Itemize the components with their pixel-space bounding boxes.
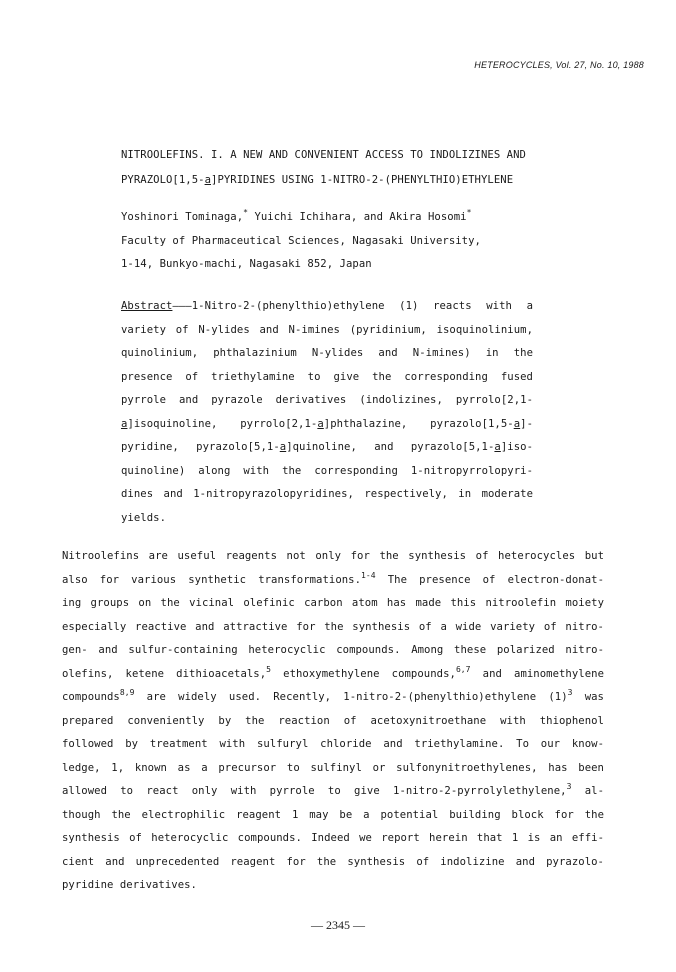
reference-superscript: 3 bbox=[566, 782, 572, 791]
italic-a: a bbox=[279, 441, 287, 453]
abstract-line: variety of N-ylides and N-imines (pyridinium, isoquinolinium, bbox=[121, 323, 533, 336]
abstract-text: ]- bbox=[520, 417, 534, 430]
abstract bbox=[121, 295, 533, 530]
body-text: was bbox=[572, 691, 604, 703]
body-line: Nitroolefins are useful reagents not only for the synthesis of heterocycles but bbox=[62, 550, 604, 562]
reference-superscript: 8,9 bbox=[119, 688, 135, 697]
reference-superscript: 3 bbox=[567, 688, 573, 697]
reference-superscript: 6,7 bbox=[455, 664, 471, 674]
body-line: followed by treatment with sulfuryl chloride and triethylamine. To our know- bbox=[62, 738, 604, 750]
italic-a: a bbox=[494, 441, 501, 453]
title-text: ]PYRIDINES USING 1-NITRO-2-(PHENYLTHIO)ETHYLENE bbox=[211, 174, 514, 186]
body-line bbox=[62, 569, 604, 593]
body-line: gen- and sulfur-containing heterocyclic compounds. Among these polarized nitro- bbox=[62, 644, 604, 656]
body-line bbox=[62, 780, 604, 804]
italic-a: a bbox=[317, 417, 324, 430]
body-text: are widely used. Recently, 1-nitro-2-(phenylthio)ethylene (1) bbox=[134, 691, 568, 703]
body-line bbox=[62, 686, 604, 710]
abstract-line bbox=[121, 413, 533, 437]
body-paragraph bbox=[62, 545, 604, 898]
abstract-text: ]phthalazine, pyrazolo[1,5- bbox=[323, 417, 514, 430]
abstract-text: ]quinoline, and pyrazolo[5,1- bbox=[286, 441, 495, 453]
abstract-text: ]iso- bbox=[500, 441, 533, 453]
body-text: compounds bbox=[62, 691, 120, 703]
title-line-1: NITROOLEFINS. I. A NEW AND CONVENIENT ACCESS TO INDOLIZINES AND bbox=[121, 149, 526, 161]
journal-header: HETEROCYCLES, Vol. 27, No. 10, 1988 bbox=[474, 60, 644, 70]
body-text: ethoxymethylene compounds, bbox=[271, 667, 456, 680]
author-name: Yoshinori Tominaga, bbox=[121, 211, 244, 223]
abstract-line: yields. bbox=[121, 511, 166, 524]
abstract-line: presence of triethylamine to give the corresponding fused bbox=[121, 370, 533, 383]
abstract-line: quinoline) along with the corresponding 1-nitropyrrolopyri- bbox=[121, 464, 533, 477]
affiliation-line-1: Faculty of Pharmaceutical Sciences, Nagasaki University, bbox=[121, 234, 481, 247]
body-text: al- bbox=[571, 785, 604, 797]
affiliation-line-2: 1-14, Bunkyo-machi, Nagasaki 852, Japan bbox=[121, 258, 372, 270]
body-text: allowed to react only with pyrrole to give 1-nitro-2-pyrrolylethylene, bbox=[62, 785, 567, 797]
body-line: especially reactive and attractive for the synthesis of a wide variety of nitro- bbox=[62, 620, 604, 633]
body-line: though the electrophilic reagent 1 may be a potential building block for the bbox=[62, 808, 604, 821]
body-text: also for various synthetic transformations. bbox=[62, 573, 362, 586]
abstract-text: pyridine, pyrazolo[5,1- bbox=[121, 441, 280, 453]
body-text: and aminomethylene bbox=[470, 667, 605, 680]
title-line-2 bbox=[121, 168, 526, 193]
abstract-text: 1-Nitro-2-(phenylthio)ethylene (1) reacts with a bbox=[191, 300, 533, 312]
author-names bbox=[121, 206, 481, 230]
body-text: The presence of electron-donat- bbox=[375, 573, 604, 586]
body-line: cient and unprecedented reagent for the synthesis of indolizine and pyrazolo- bbox=[62, 855, 604, 868]
abstract-line: pyrrole and pyrazole derivatives (indolizines, pyrrolo[2,1- bbox=[121, 394, 533, 406]
body-line: synthesis of heterocyclic compounds. Indeed we report herein that 1 is an effi- bbox=[62, 832, 604, 844]
italic-a: a bbox=[513, 417, 521, 430]
corresponding-mark: * bbox=[243, 208, 249, 217]
abstract-line: dines and 1-nitropyrazolopyridines, respectively, in moderate bbox=[121, 488, 533, 500]
reference-superscript: 5 bbox=[266, 664, 272, 674]
abstract-dash: ——— bbox=[172, 300, 192, 312]
reference-superscript: 1-4 bbox=[361, 570, 376, 580]
abstract-line: quinolinium, phthalazinium N-ylides and N-imines) in the bbox=[121, 347, 533, 359]
author-block bbox=[121, 206, 481, 277]
corresponding-mark: * bbox=[466, 208, 472, 217]
title-text: PYRAZOLO[1,5- bbox=[121, 174, 205, 186]
body-line: ledge, 1, known as a precursor to sulfinyl or sulfonynitroethylenes, has been bbox=[62, 761, 604, 774]
abstract-label: Abstract bbox=[121, 300, 173, 312]
article-title bbox=[121, 143, 526, 193]
title-italic-a: a bbox=[204, 174, 212, 186]
page-number: — 2345 — bbox=[311, 918, 365, 932]
abstract-line bbox=[121, 436, 533, 460]
body-line: prepared conveniently by the reaction of acetoxynitroethane with thiophenol bbox=[62, 714, 604, 727]
author-names-rest: Yuichi Ichihara, and Akira Hosomi bbox=[248, 211, 467, 223]
body-text: olefins, ketene dithioacetals, bbox=[62, 667, 267, 680]
abstract-text: ]isoquinoline, pyrrolo[2,1- bbox=[127, 417, 318, 430]
body-line: pyridine derivatives. bbox=[62, 879, 197, 891]
body-line bbox=[62, 663, 604, 687]
body-line: ing groups on the vicinal olefinic carbon atom has made this nitroolefin moiety bbox=[62, 597, 604, 609]
italic-a: a bbox=[121, 417, 128, 430]
abstract-line bbox=[121, 295, 533, 319]
